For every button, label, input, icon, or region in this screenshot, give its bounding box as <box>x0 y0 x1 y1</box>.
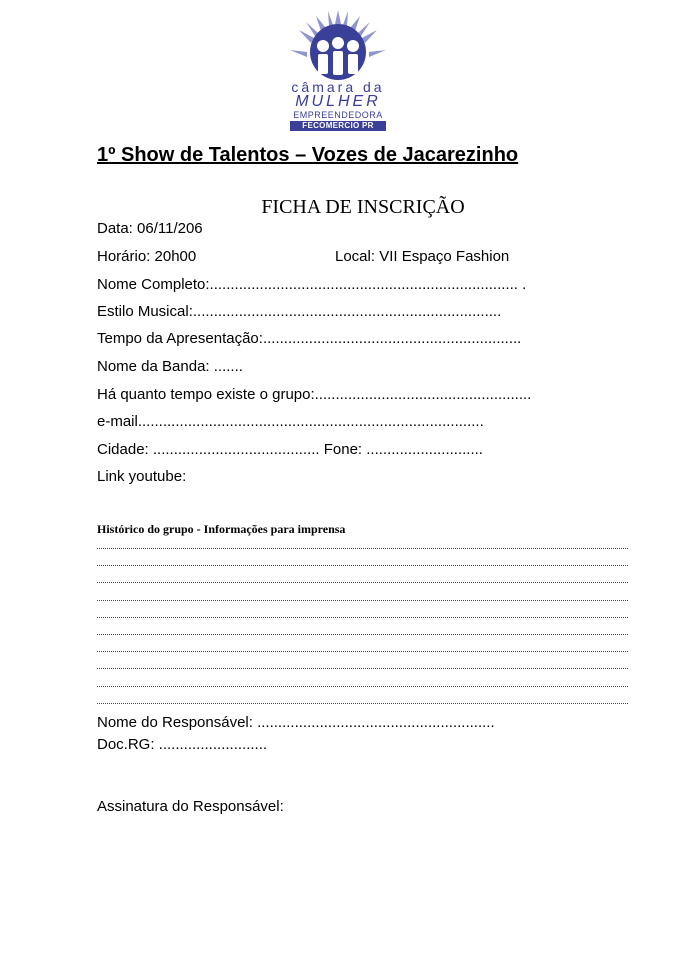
historico-writing-line[interactable] <box>97 634 628 635</box>
logo-sun-icon <box>286 8 390 80</box>
field-email[interactable]: e-mail................................................................................... <box>97 413 484 430</box>
field-nome-responsavel[interactable]: Nome do Responsável: ......................................................... <box>97 714 495 731</box>
form-subtitle: FICHA DE INSCRIÇÃO <box>261 196 465 218</box>
historico-writing-line[interactable] <box>97 686 628 687</box>
field-link-youtube[interactable]: Link youtube: <box>97 468 187 485</box>
field-data: Data: 06/11/206 <box>97 220 203 237</box>
historico-writing-line[interactable] <box>97 548 628 549</box>
page-title: 1º Show de Talentos – Vozes de Jacarezinho <box>97 144 519 166</box>
logo-text-camara: câmara da <box>291 79 385 95</box>
historico-writing-line[interactable] <box>97 617 628 618</box>
historico-writing-line[interactable] <box>97 703 628 704</box>
logo-text-fecomercio: FECOMERCIO PR <box>290 121 386 131</box>
historico-writing-line[interactable] <box>97 600 628 601</box>
field-estilo-musical[interactable]: Estilo Musical:.......................................................................... <box>97 303 502 320</box>
logo-text-empreendedora: EMPREENDEDORA <box>293 110 383 120</box>
historico-writing-line[interactable] <box>97 582 628 583</box>
field-cidade-fone[interactable]: Cidade: ........................................ Fone: ............................ <box>97 441 483 458</box>
historico-writing-line[interactable] <box>97 668 628 669</box>
historico-writing-line[interactable] <box>97 565 628 566</box>
field-tempo-grupo[interactable]: Há quanto tempo existe o grupo:.................................................... <box>97 386 532 403</box>
historico-writing-line[interactable] <box>97 651 628 652</box>
logo-text-mulher: MULHER <box>295 93 381 110</box>
field-horario: Horário: 20h00 <box>97 248 197 265</box>
field-assinatura[interactable]: Assinatura do Responsável: <box>97 798 284 815</box>
field-local: Local: VII Espaço Fashion <box>335 248 510 265</box>
field-nome-completo[interactable]: Nome Completo:.......................................................................... . <box>97 276 527 293</box>
field-tempo-apresentacao[interactable]: Tempo da Apresentação:.............................................................. <box>97 330 522 347</box>
historico-heading: Histórico do grupo - Informações para imprensa <box>97 522 346 536</box>
field-nome-banda[interactable]: Nome da Banda: ....... <box>97 358 243 375</box>
field-doc-rg[interactable]: Doc.RG: .......................... <box>97 736 268 753</box>
camara-mulher-logo <box>286 8 390 130</box>
